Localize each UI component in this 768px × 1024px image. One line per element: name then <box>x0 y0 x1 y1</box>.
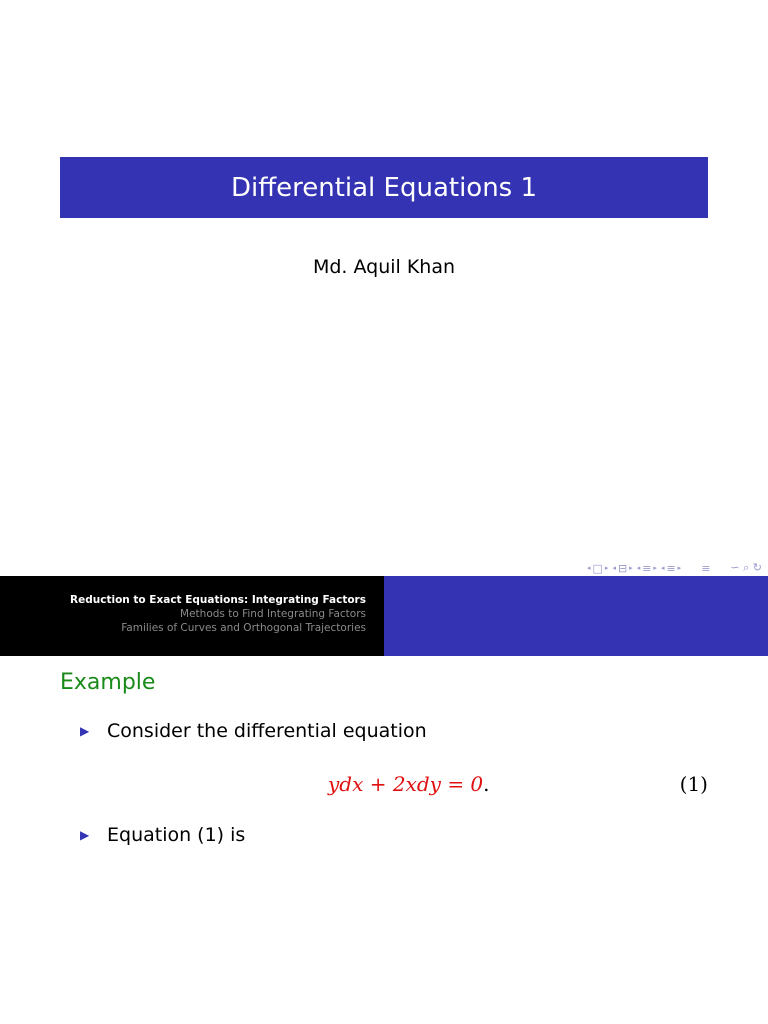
equation <box>0 772 768 800</box>
section-prev-icon[interactable]: ◂ <box>636 564 641 572</box>
section-icon[interactable]: ≡ <box>642 561 652 575</box>
content-slide <box>0 576 768 1024</box>
document-nav-icon[interactable]: ≡ <box>701 561 711 575</box>
bullet-item <box>80 824 245 846</box>
section-header <box>0 576 384 656</box>
search-zoom-refresh-icons[interactable]: ∽ ⌕ ↻ <box>730 561 762 574</box>
subsection-next-icon[interactable]: ▸ <box>629 564 633 572</box>
frame-title: Example <box>60 670 156 695</box>
section-item[interactable]: Methods to Find Integrating Factors <box>180 608 366 620</box>
frame-icon[interactable]: □ <box>592 561 603 575</box>
section-item-active[interactable]: Reduction to Exact Equations: Integrating Factors <box>70 594 366 606</box>
part-prev-icon[interactable]: ◂ <box>660 564 665 572</box>
equation-body <box>328 772 490 796</box>
section-nav[interactable] <box>637 562 657 575</box>
bullet-item <box>80 720 427 742</box>
frame-nav[interactable] <box>587 562 608 575</box>
equation-period: . <box>483 772 490 796</box>
subsection-prev-icon[interactable]: ◂ <box>612 564 616 572</box>
subsection-nav[interactable] <box>612 562 632 575</box>
equation-expression: ydx + 2xdy = 0 <box>328 772 484 796</box>
title-banner <box>60 157 708 218</box>
subsection-icon[interactable]: ⊟ <box>617 561 628 575</box>
author-name: Md. Aquil Khan <box>312 256 456 278</box>
section-list <box>70 593 366 635</box>
part-nav[interactable] <box>661 562 681 575</box>
part-next-icon[interactable]: ▸ <box>677 564 682 572</box>
bullet-text: Equation (1) is <box>107 824 246 846</box>
bullet-text: Consider the differential equation <box>107 720 427 742</box>
presentation-title: Differential Equations 1 <box>230 172 538 203</box>
navigation-bar <box>587 561 762 575</box>
equation-number: (1) <box>679 772 708 796</box>
frame-prev-icon[interactable]: ◂ <box>587 564 591 572</box>
section-next-icon[interactable]: ▸ <box>653 564 657 572</box>
triangle-bullet-icon: ▶ <box>80 724 90 738</box>
section-item[interactable]: Families of Curves and Orthogonal Trajectories <box>121 622 366 634</box>
frame-next-icon[interactable]: ▸ <box>604 564 609 572</box>
part-icon[interactable]: ≡ <box>666 561 676 575</box>
triangle-bullet-icon: ▶ <box>80 828 90 842</box>
header-blue-panel <box>384 576 768 656</box>
